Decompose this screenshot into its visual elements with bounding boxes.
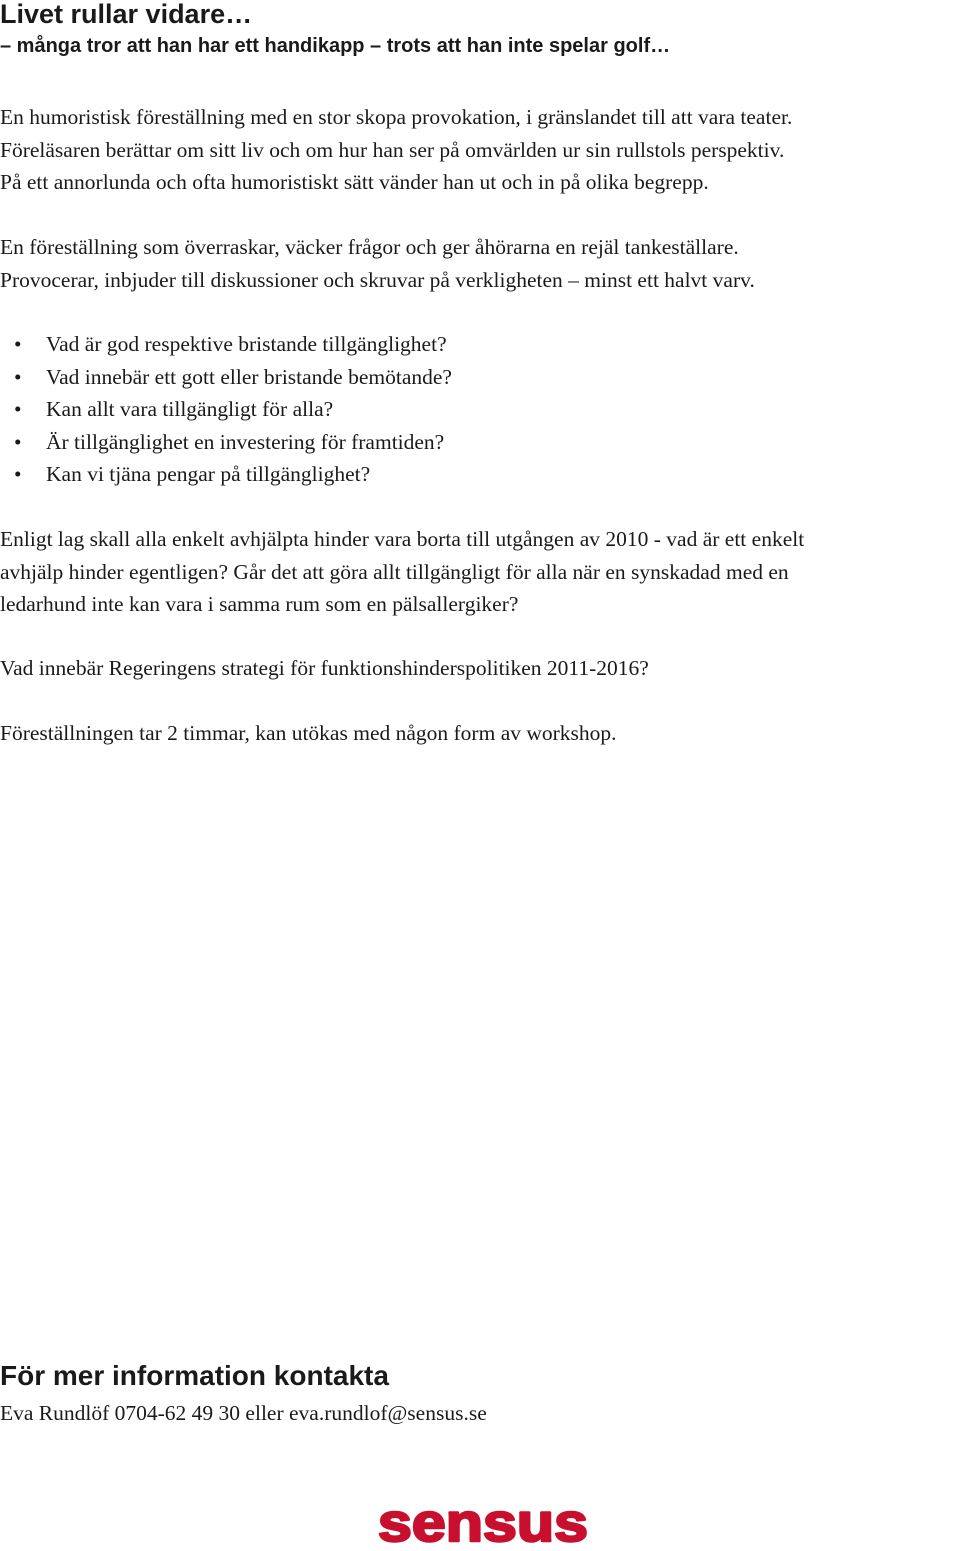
intro-line: Föreläsaren berättar om sitt liv och om hur han ser på omvärlden ur sin rullstols perspektiv. bbox=[0, 137, 785, 162]
question-list bbox=[0, 328, 452, 491]
bullet-icon: • bbox=[14, 364, 22, 389]
intro-line: På ett annorlunda och ofta humoristiskt sätt vänder han ut och in på olika begrepp. bbox=[0, 170, 709, 194]
page-title: Livet rullar vidare… bbox=[0, 0, 253, 29]
strategy-line: Vad innebär Regeringens strategi för funktionshinderspolitiken 2011-2016? bbox=[0, 656, 649, 680]
list-item-text: Är tillgänglighet en investering för framtiden? bbox=[46, 429, 445, 454]
duration-line: Föreställningen tar 2 timmar, kan utökas med någon form av workshop. bbox=[0, 721, 617, 745]
list-item bbox=[0, 328, 452, 361]
contact-heading: För mer information kontakta bbox=[0, 1360, 389, 1391]
description-line: En föreställning som överraskar, väcker frågor och ger åhörarna en rejäl tankeställare. bbox=[0, 235, 739, 259]
intro-paragraph bbox=[0, 101, 960, 199]
law-paragraph bbox=[0, 523, 960, 621]
bullet-icon: • bbox=[14, 332, 22, 356]
strategy-paragraph bbox=[0, 652, 960, 685]
list-item-text: Vad är god respektive bristande tillgänglighet? bbox=[46, 332, 447, 356]
list-item-text: Kan allt vara tillgängligt för alla? bbox=[46, 397, 334, 421]
list-item bbox=[0, 458, 452, 491]
list-item bbox=[0, 361, 452, 394]
intro-line: En humoristisk föreställning med en stor skopa provokation, i gränslandet till att vara teater. bbox=[0, 105, 793, 129]
list-item-text: Kan vi tjäna pengar på tillgänglighet? bbox=[46, 462, 371, 486]
law-line: avhjälp hinder egentligen? Går det att göra allt tillgängligt för alla när en synskadad med en bbox=[0, 559, 789, 584]
list-item bbox=[0, 426, 452, 459]
page-subtitle: – många tror att han har ett handikapp – trots att han inte spelar golf… bbox=[0, 35, 671, 57]
list-item bbox=[0, 393, 452, 426]
contact-details: Eva Rundlöf 0704-62 49 30 eller eva.rundlof@sensus.se bbox=[0, 1401, 487, 1425]
list-item-text: Vad innebär ett gott eller bristande bemötande? bbox=[46, 364, 452, 389]
law-line: Enligt lag skall alla enkelt avhjälpta hinder vara borta till utgången av 2010 - vad är ett enkelt bbox=[0, 527, 805, 551]
description-line: Provocerar, inbjuder till diskussioner och skruvar på verkligheten – minst ett halvt varv. bbox=[0, 267, 755, 292]
sensus-logo-text: sensus bbox=[378, 1498, 588, 1548]
duration-paragraph bbox=[0, 717, 960, 750]
bullet-icon: • bbox=[14, 429, 22, 454]
bullet-icon: • bbox=[14, 397, 22, 421]
description-paragraph bbox=[0, 231, 960, 296]
law-line: ledarhund inte kan vara i samma rum som en pälsallergiker? bbox=[0, 592, 519, 616]
bullet-icon: • bbox=[14, 462, 22, 486]
sensus-logo bbox=[376, 1498, 590, 1548]
